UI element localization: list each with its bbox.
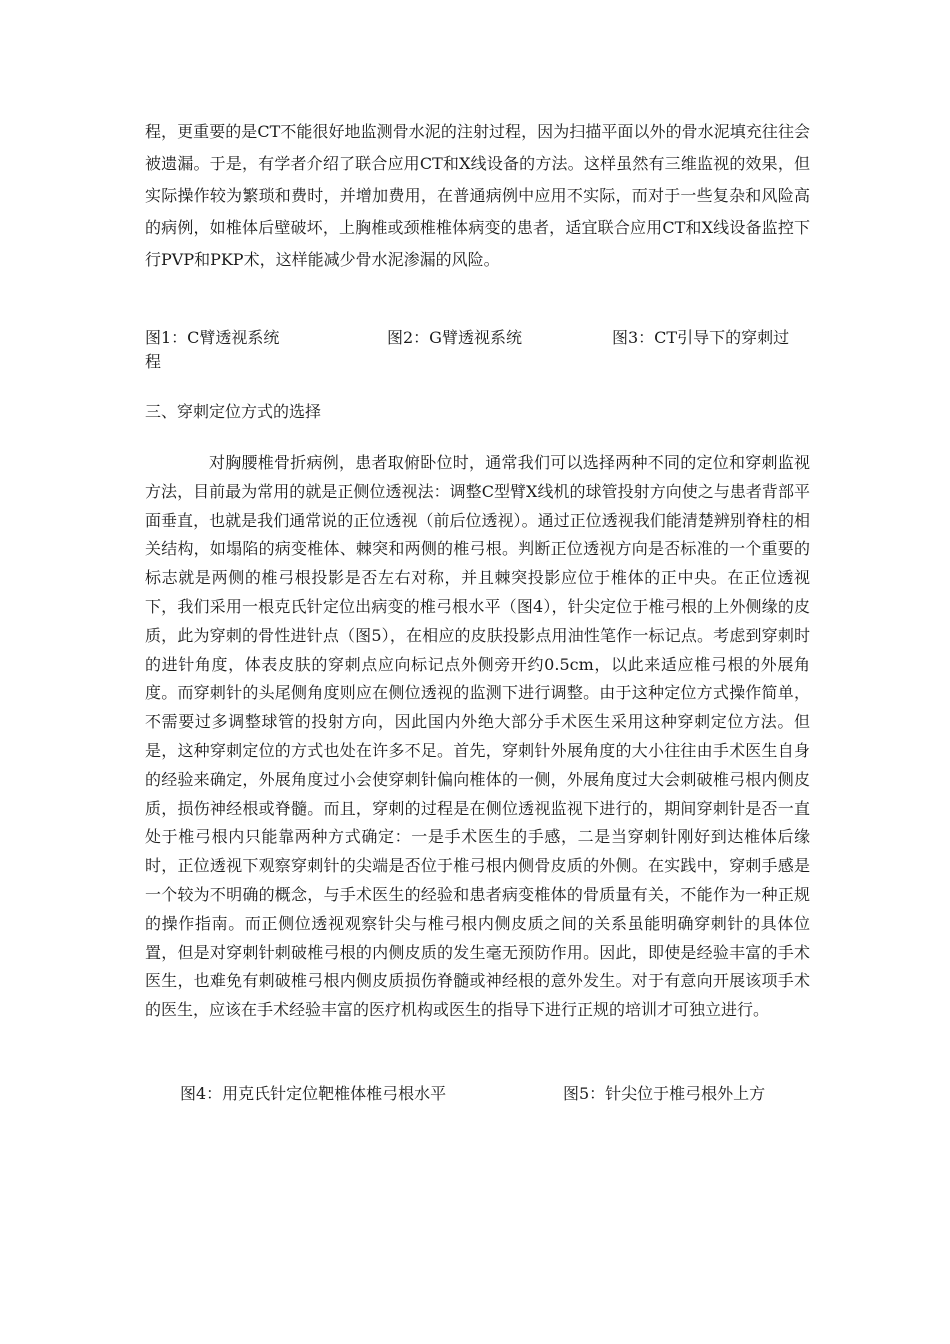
body-paragraph-intro: 程，更重要的是CT不能很好地监测骨水泥的注射过程，因为扫描平面以外的骨水泥填充往往会被遗漏。于是，有学者介绍了联合应用CT和X线设备的方法。这样虽然有三维监视的效果，但实际操作较为繁琐和费时，并增加费用，在普通病例中应用不实际，而对于一些复杂和风险高的病例，如椎体后壁破坏，上胸椎或颈椎椎体病变的患者，适宜联合应用CT和X线设备监控下行PVP和PKP术，这样能减少骨水泥渗漏的风险。 xyxy=(145,122,810,269)
figure-4-caption: 图4：用克氏针定位靶椎体椎弓根水平 xyxy=(180,1084,447,1103)
figure-5-caption: 图5：针尖位于椎弓根外上方 xyxy=(563,1084,766,1103)
figure-1-caption: 图1：C臂透视系统 xyxy=(145,328,280,347)
section-heading: 三、穿刺定位方式的选择 xyxy=(145,402,322,421)
figure-3-caption-continued: 程 xyxy=(145,352,162,371)
figure-3-caption: 图3：CT引导下的穿刺过 xyxy=(612,328,790,347)
figure-2-caption: 图2：G臂透视系统 xyxy=(387,328,522,347)
body-paragraph-main: 对胸腰椎骨折病例，患者取俯卧位时，通常我们可以选择两种不同的定位和穿刺监视方法，目前最为常用的就是正侧位透视法：调整C型臂X线机的球管投射方向使之与患者背部平面垂直，也就是我们通常说的正位透视（前后位透视）。通过正位透视我们能清楚辨别脊柱的相关结构，如塌陷的病变椎体、棘突和两侧的椎弓根。判断正位透视方向是否标准的一个重要的标志就是两侧的椎弓根投影是否左右对称，并且棘突投影应位于椎体的正中央。在正位透视下，我们采用一根克氏针定位出病变的椎弓根水平（图4），针尖定位于椎弓根的上外侧缘的皮质，此为穿刺的骨性进针点（图5），在相应的皮肤投影点用油性笔作一标记点。考虑到穿刺时的进针角度，体表皮肤的穿刺点应向标记点外侧旁开约0.5cm，以此来适应椎弓根的外展角度。而穿刺针的头尾侧角度则应在侧位透视的监测下进行调整。由于这种定位方式操作简单，不需要过多调整球管的投射方向，因此国内外绝大部分手术医生采用这种穿刺定位方法。但是，这种穿刺定位的方式也处在许多不足。首先，穿刺针外展角度的大小往往由手术医生自身的经验来确定，外展角度过小会使穿刺针偏向椎体的一侧，外展角度过大会刺破椎弓根内侧皮质，损伤神经根或脊髓。而且，穿刺的过程是在侧位透视监视下进行的，期间穿刺针是否一直处于椎弓根内只能靠两种方式确定：一是手术医生的手感，二是当穿刺针刚好到达椎体后缘时，正位透视下观察穿刺针的尖端是否位于椎弓根内侧骨皮质的外侧。在实践中，穿刺手感是一个较为不明确的概念，与手术医生的经验和患者病变椎体的骨质量有关，不能作为一种正规的操作指南。而正侧位透视观察针尖与椎弓根内侧皮质之间的关系虽能明确穿刺针的具体位置，但是对穿刺针刺破椎弓根的内侧皮质的发生毫无预防作用。因此，即使是经验丰富的手术医生，也难免有刺破椎弓根内侧皮质损伤脊髓或神经根的意外发生。对于有意向开展该项手术的医生，应该在手术经验丰富的医疗机构或医生的指导下进行正规的培训才可独立进行。 xyxy=(145,453,810,1020)
